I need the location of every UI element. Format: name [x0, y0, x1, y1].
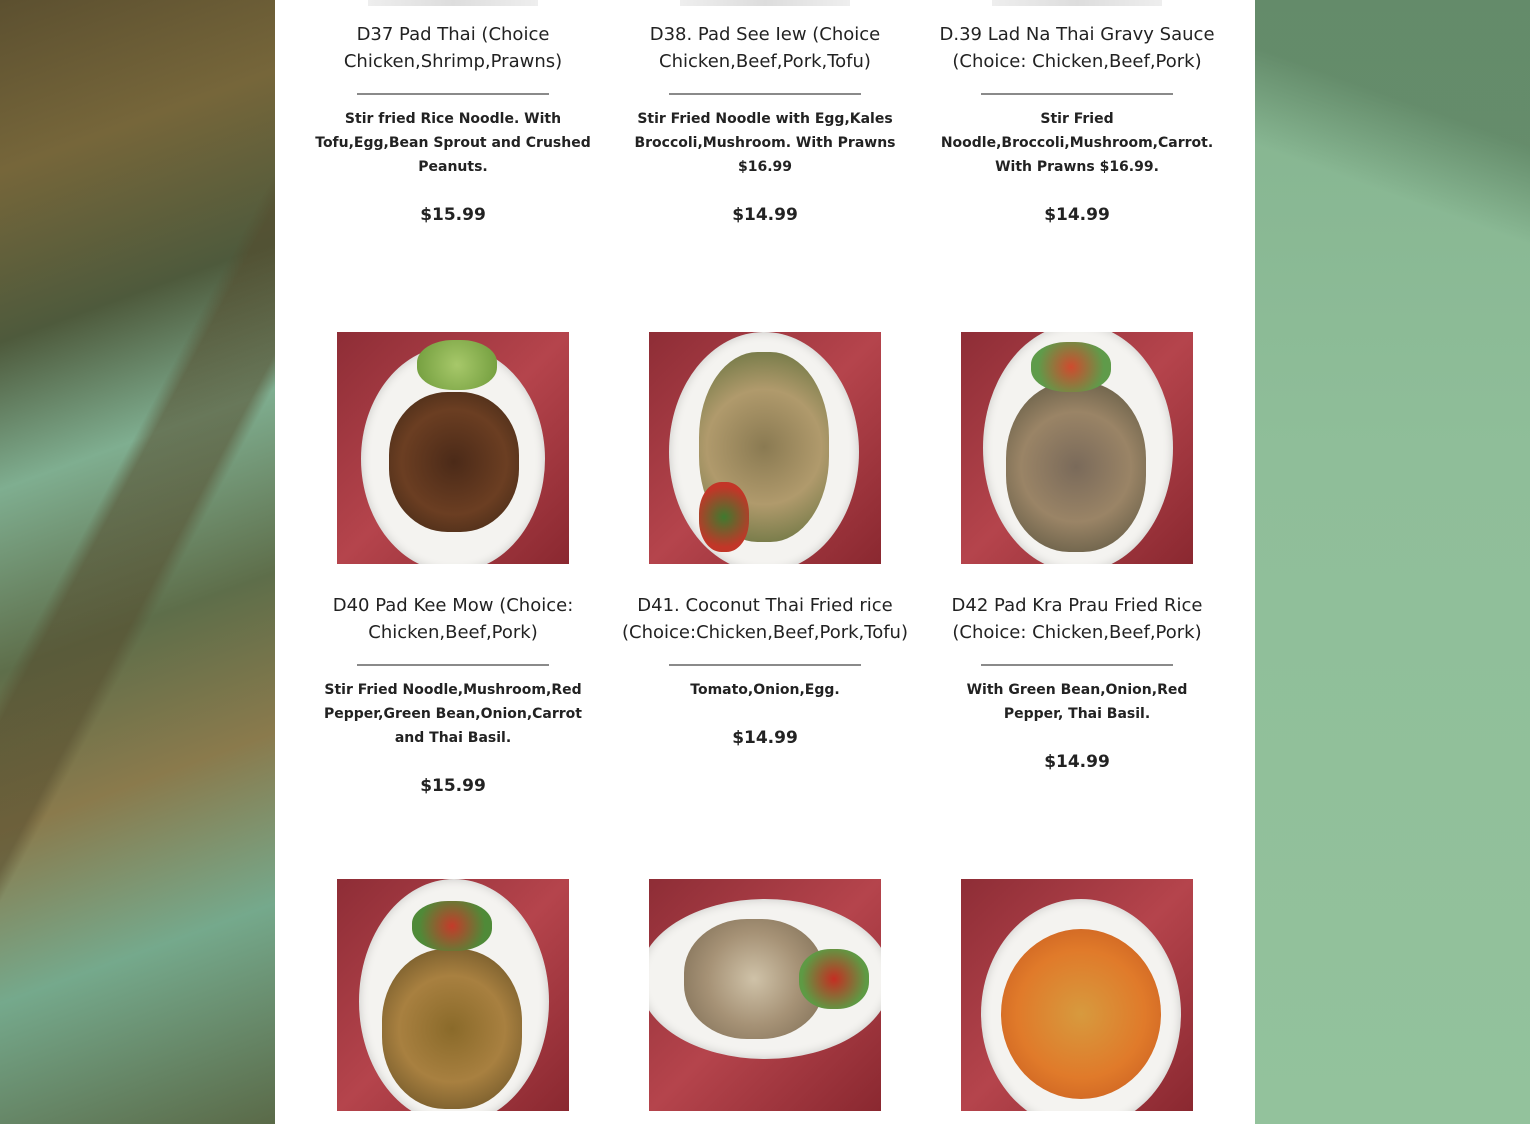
item-price: $15.99: [420, 205, 486, 225]
item-price: $14.99: [732, 728, 798, 748]
divider: [669, 93, 861, 95]
menu-item-d39[interactable]: [921, 21, 1233, 227]
menu-item-d41[interactable]: [609, 592, 921, 750]
photo-next-item-2[interactable]: [649, 879, 881, 1111]
photo-next-item-1[interactable]: [337, 879, 569, 1111]
background-photo-right: [1255, 0, 1530, 1124]
item-title: D38. Pad See Iew (Choice Chicken,Beef,Pork,Tofu): [649, 24, 881, 72]
item-title: D37 Pad Thai (Choice Chicken,Shrimp,Prawns): [343, 24, 563, 72]
fried-rice: [1006, 382, 1146, 552]
item-price: $15.99: [420, 776, 486, 796]
photo-edge-d37: [368, 0, 538, 6]
item-title: D40 Pad Kee Mow (Choice: Chicken,Beef,Pork): [332, 595, 574, 643]
menu-item-d42[interactable]: [921, 592, 1233, 774]
vegetable-garnish: [799, 949, 869, 1009]
photo-edge-d38: [680, 0, 850, 6]
photo-d41[interactable]: [649, 332, 881, 564]
divider: [357, 664, 549, 666]
item-description: Stir Fried Noodle with Egg,Kales Broccoli,Mushroom. With Prawns $16.99: [634, 111, 896, 175]
divider: [669, 664, 861, 666]
item-description: Tomato,Onion,Egg.: [690, 682, 840, 698]
item-description: Stir fried Rice Noodle. With Tofu,Egg,Bean Sprout and Crushed Peanuts.: [315, 111, 591, 175]
item-description: With Green Bean,Onion,Red Pepper, Thai Basil.: [966, 682, 1188, 722]
item-price: $14.99: [1044, 752, 1110, 772]
photo-d40[interactable]: [337, 332, 569, 564]
photo-edge-d39: [992, 0, 1162, 6]
menu-item-d40[interactable]: [297, 592, 609, 798]
background-photo-left: [0, 0, 275, 1124]
item-price: $14.99: [1044, 205, 1110, 225]
curry-soup: [1001, 929, 1161, 1099]
divider: [357, 93, 549, 95]
lettuce-garnish: [417, 340, 497, 390]
item-title: D42 Pad Kra Prau Fried Rice (Choice: Chicken,Beef,Pork): [951, 595, 1203, 643]
menu-panel: [275, 0, 1255, 1124]
noodles: [389, 392, 519, 532]
vegetable-garnish: [699, 482, 749, 552]
item-price: $14.99: [732, 205, 798, 225]
item-title: D.39 Lad Na Thai Gravy Sauce (Choice: Chicken,Beef,Pork): [939, 24, 1215, 72]
cucumber-tomato-garnish: [412, 901, 492, 951]
photo-next-item-3[interactable]: [961, 879, 1193, 1111]
item-description: Stir Fried Noodle,Mushroom,Red Pepper,Green Bean,Onion,Carrot and Thai Basil.: [324, 682, 582, 746]
photo-d42[interactable]: [961, 332, 1193, 564]
cucumber-tomato-garnish: [1031, 342, 1111, 392]
item-description: Stir Fried Noodle,Broccoli,Mushroom,Carrot. With Prawns $16.99.: [940, 111, 1214, 175]
menu-item-d38[interactable]: [609, 21, 921, 227]
divider: [981, 664, 1173, 666]
item-title: D41. Coconut Thai Fried rice (Choice:Chicken,Beef,Pork,Tofu): [622, 595, 908, 643]
menu-item-d37[interactable]: [297, 21, 609, 227]
fried-rice: [382, 949, 522, 1109]
divider: [981, 93, 1173, 95]
